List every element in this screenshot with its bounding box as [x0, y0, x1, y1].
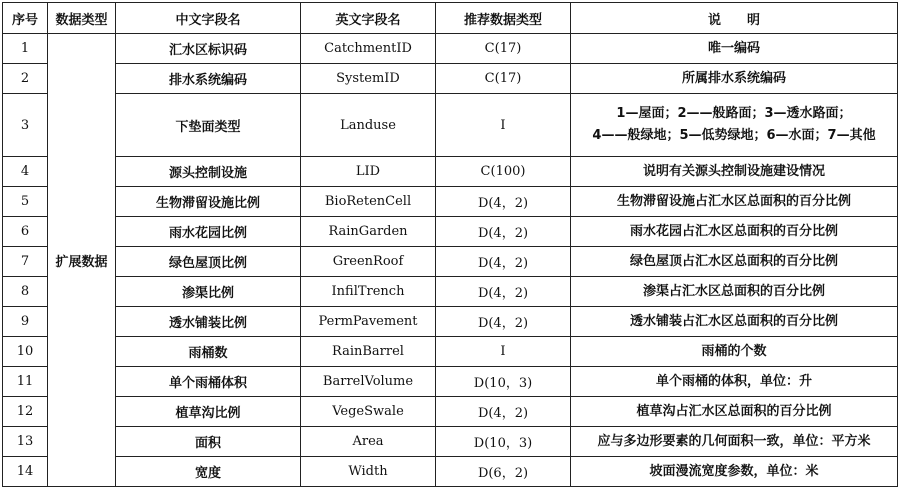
description-line: 应与多边形要素的几何面积一致，单位：平方米 — [597, 433, 871, 449]
cell-index: 5 — [3, 187, 48, 217]
header-data-category: 数据类型 — [48, 3, 116, 34]
cell-english-field-name: Width — [301, 457, 436, 487]
description-line: 渗渠占汇水区总面积的百分比例 — [642, 283, 825, 299]
cell-description — [571, 367, 898, 397]
cell-chinese-field-name: 宽度 — [116, 457, 301, 487]
table-body — [3, 34, 898, 487]
cell-recommended-type: D(4，2) — [436, 187, 571, 217]
description-line: 4——般绿地；5—低势绿地；6—水面；7—其他 — [592, 128, 876, 143]
cell-english-field-name: CatchmentID — [301, 34, 436, 64]
description-line: 绿色屋顶占汇水区总面积的百分比例 — [629, 253, 838, 269]
description-line: 透水铺装占汇水区总面积的百分比例 — [629, 313, 838, 329]
cell-description — [571, 277, 898, 307]
cell-chinese-field-name: 植草沟比例 — [116, 397, 301, 427]
table-row — [3, 64, 898, 94]
header-index: 序号 — [3, 3, 48, 34]
cell-recommended-type: D(4，2) — [436, 397, 571, 427]
cell-index: 4 — [3, 157, 48, 187]
cell-chinese-field-name: 透水铺装比例 — [116, 307, 301, 337]
cell-chinese-field-name: 绿色屋顶比例 — [116, 247, 301, 277]
cell-description — [571, 247, 898, 277]
description-line: 1—屋面；2——般路面；3—透水路面； — [616, 106, 852, 121]
field-definition-table — [2, 2, 898, 487]
description-line: 坡面漫流宽度参数，单位：米 — [649, 463, 819, 479]
cell-chinese-field-name: 雨桶数 — [116, 337, 301, 367]
cell-description — [571, 427, 898, 457]
cell-description — [571, 94, 898, 157]
cell-english-field-name: VegeSwale — [301, 397, 436, 427]
cell-chinese-field-name: 渗渠比例 — [116, 277, 301, 307]
cell-description — [571, 157, 898, 187]
cell-recommended-type: I — [436, 337, 571, 367]
table-row — [3, 94, 898, 157]
description-line: 单个雨桶的体积，单位：升 — [655, 373, 812, 389]
cell-recommended-type: C(100) — [436, 157, 571, 187]
header-chinese-field-name: 中文字段名 — [116, 3, 301, 34]
cell-english-field-name: BarrelVolume — [301, 367, 436, 397]
description-line: 植草沟占汇水区总面积的百分比例 — [636, 403, 832, 419]
cell-recommended-type: D(4，2) — [436, 247, 571, 277]
table-row — [3, 217, 898, 247]
cell-description — [571, 337, 898, 367]
cell-chinese-field-name: 源头控制设施 — [116, 157, 301, 187]
cell-index: 13 — [3, 427, 48, 457]
cell-english-field-name: BioRetenCell — [301, 187, 436, 217]
cell-english-field-name: Landuse — [301, 94, 436, 157]
header-english-field-name: 英文字段名 — [301, 3, 436, 34]
cell-english-field-name: Area — [301, 427, 436, 457]
table-row — [3, 367, 898, 397]
cell-index: 2 — [3, 64, 48, 94]
description-line: 所属排水系统编码 — [681, 70, 786, 86]
cell-data-category: 扩展数据 — [48, 34, 116, 487]
cell-index: 11 — [3, 367, 48, 397]
table-row — [3, 397, 898, 427]
description-line: 雨桶的个数 — [701, 343, 767, 359]
cell-index: 1 — [3, 34, 48, 64]
table-row — [3, 337, 898, 367]
table-row — [3, 307, 898, 337]
cell-description — [571, 64, 898, 94]
cell-chinese-field-name: 面积 — [116, 427, 301, 457]
table-row — [3, 247, 898, 277]
table-row — [3, 34, 898, 64]
cell-recommended-type: D(4，2) — [436, 307, 571, 337]
cell-chinese-field-name: 汇水区标识码 — [116, 34, 301, 64]
cell-index: 6 — [3, 217, 48, 247]
cell-english-field-name: RainBarrel — [301, 337, 436, 367]
cell-index: 14 — [3, 457, 48, 487]
cell-index: 3 — [3, 94, 48, 157]
cell-recommended-type: D(4，2) — [436, 217, 571, 247]
header-description: 说 明 — [571, 3, 898, 34]
table-row — [3, 427, 898, 457]
cell-chinese-field-name: 排水系统编码 — [116, 64, 301, 94]
field-table-container — [2, 2, 898, 487]
cell-description — [571, 217, 898, 247]
cell-english-field-name: RainGarden — [301, 217, 436, 247]
cell-chinese-field-name: 下垫面类型 — [116, 94, 301, 157]
cell-recommended-type: I — [436, 94, 571, 157]
table-row — [3, 457, 898, 487]
description-line: 唯一编码 — [707, 40, 760, 56]
cell-english-field-name: InfilTrench — [301, 277, 436, 307]
cell-index: 12 — [3, 397, 48, 427]
cell-description — [571, 457, 898, 487]
cell-index: 9 — [3, 307, 48, 337]
cell-recommended-type: D(4，2) — [436, 277, 571, 307]
table-row — [3, 187, 898, 217]
cell-recommended-type: D(6，2) — [436, 457, 571, 487]
cell-english-field-name: PermPavement — [301, 307, 436, 337]
cell-description — [571, 307, 898, 337]
cell-description — [571, 34, 898, 64]
cell-english-field-name: SystemID — [301, 64, 436, 94]
cell-recommended-type: D(10，3) — [436, 367, 571, 397]
cell-recommended-type: D(10，3) — [436, 427, 571, 457]
description-line: 说明有关源头控制设施建设情况 — [642, 163, 825, 179]
description-line: 生物滞留设施占汇水区总面积的百分比例 — [616, 193, 851, 209]
cell-english-field-name: LID — [301, 157, 436, 187]
table-row — [3, 157, 898, 187]
cell-chinese-field-name: 单个雨桶体积 — [116, 367, 301, 397]
cell-description — [571, 397, 898, 427]
cell-chinese-field-name: 生物滞留设施比例 — [116, 187, 301, 217]
cell-english-field-name: GreenRoof — [301, 247, 436, 277]
description-line: 雨水花园占汇水区总面积的百分比例 — [629, 223, 838, 239]
table-header-row — [3, 3, 898, 34]
table-row — [3, 277, 898, 307]
cell-index: 7 — [3, 247, 48, 277]
cell-index: 8 — [3, 277, 48, 307]
cell-description — [571, 187, 898, 217]
cell-recommended-type: C(17) — [436, 64, 571, 94]
cell-index: 10 — [3, 337, 48, 367]
header-recommended-type: 推荐数据类型 — [436, 3, 571, 34]
cell-chinese-field-name: 雨水花园比例 — [116, 217, 301, 247]
cell-recommended-type: C(17) — [436, 34, 571, 64]
